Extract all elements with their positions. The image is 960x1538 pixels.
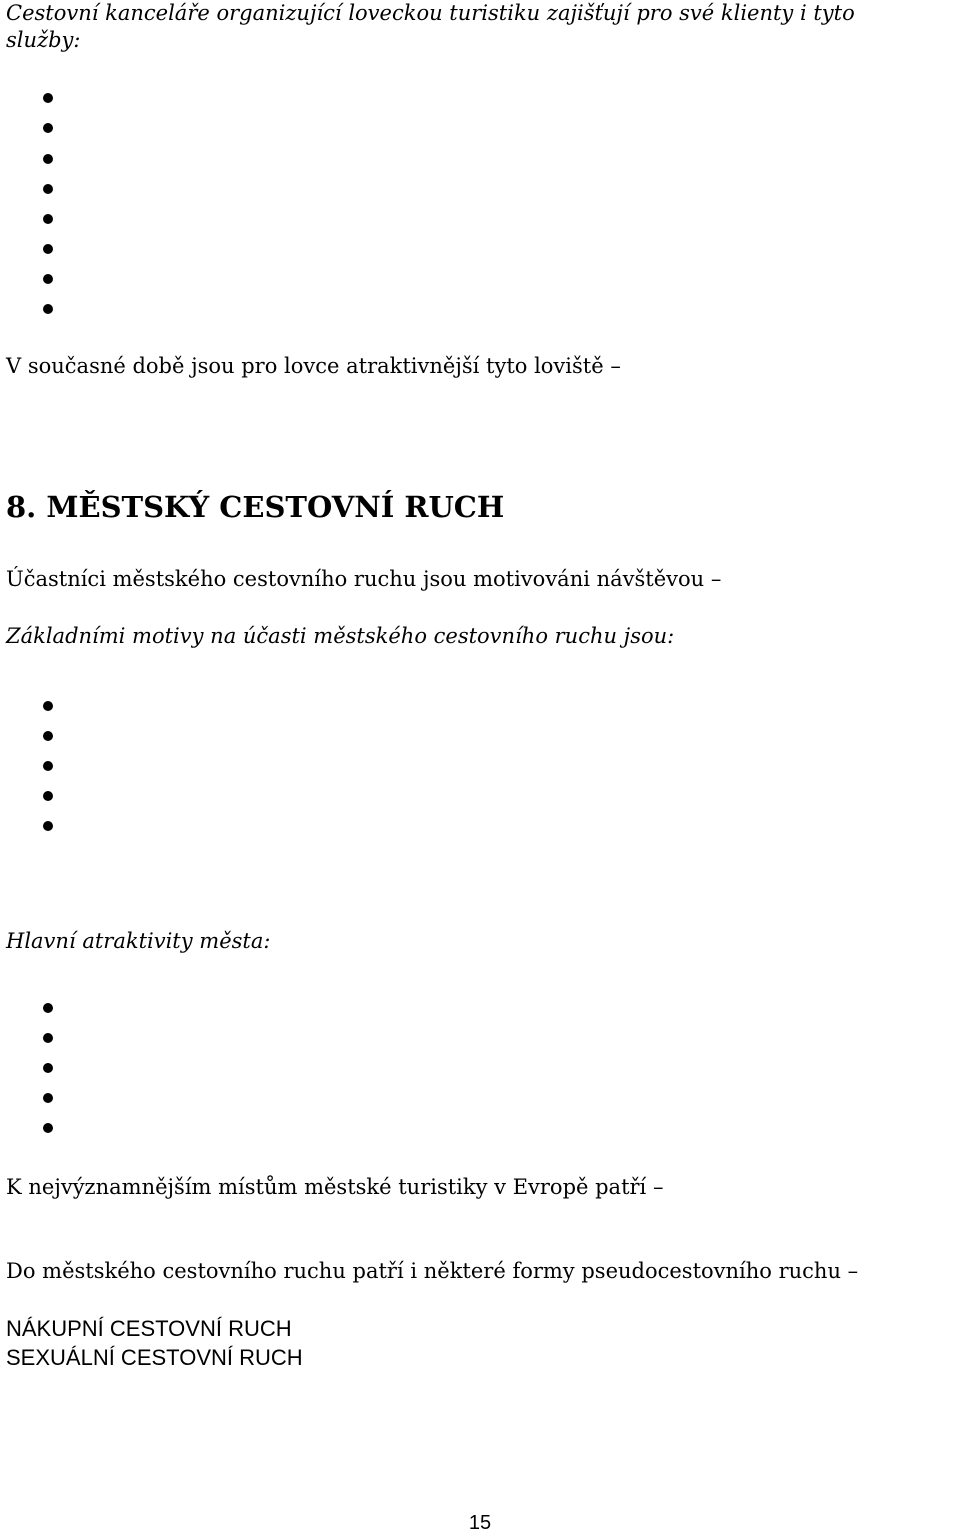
intro-line-2: služby: bbox=[6, 28, 81, 52]
page-number: 15 bbox=[468, 1512, 492, 1534]
bullet-icon bbox=[43, 1093, 53, 1103]
bullet-icon bbox=[43, 821, 53, 831]
hunting-grounds-text: V současné době jsou pro lovce atraktivnější tyto loviště – bbox=[6, 354, 621, 378]
bullet-icon bbox=[43, 791, 53, 801]
participants-text: Účastníci městského cestovního ruchu jsou motivováni návštěvou – bbox=[6, 567, 722, 591]
shopping-tourism-text: NÁKUPNÍ CESTOVNÍ RUCH bbox=[6, 1316, 292, 1341]
bullet-icon bbox=[43, 701, 53, 711]
bullet-icon bbox=[43, 1033, 53, 1043]
pseudo-forms-text: Do městského cestovního ruchu patří i některé formy pseudocestovního ruchu – bbox=[6, 1259, 859, 1283]
bullet-icon bbox=[43, 304, 53, 314]
motives-label: Základními motivy na účasti městského cestovního ruchu jsou: bbox=[6, 624, 675, 648]
bullet-icon bbox=[43, 274, 53, 284]
bullet-icon bbox=[43, 731, 53, 741]
sexual-tourism-text: SEXUÁLNÍ CESTOVNÍ RUCH bbox=[6, 1345, 303, 1370]
bullet-icon bbox=[43, 154, 53, 164]
bullet-icon bbox=[43, 93, 53, 103]
europe-places-text: K nejvýznamnějším místům městské turistiky v Evropě patří – bbox=[6, 1175, 664, 1199]
bullet-icon bbox=[43, 244, 53, 254]
intro-line-1: Cestovní kanceláře organizující loveckou turistiku zajišťují pro své klienty i tyto bbox=[6, 1, 855, 25]
bullet-icon bbox=[43, 761, 53, 771]
bullet-icon bbox=[43, 1123, 53, 1133]
bullet-icon bbox=[43, 1063, 53, 1073]
attractions-label: Hlavní atraktivity města: bbox=[6, 929, 271, 953]
bullet-icon bbox=[43, 214, 53, 224]
bullet-icon bbox=[43, 184, 53, 194]
section-heading: 8. MĚSTSKÝ CESTOVNÍ RUCH bbox=[6, 490, 505, 524]
bullet-icon bbox=[43, 123, 53, 133]
bullet-icon bbox=[43, 1003, 53, 1013]
